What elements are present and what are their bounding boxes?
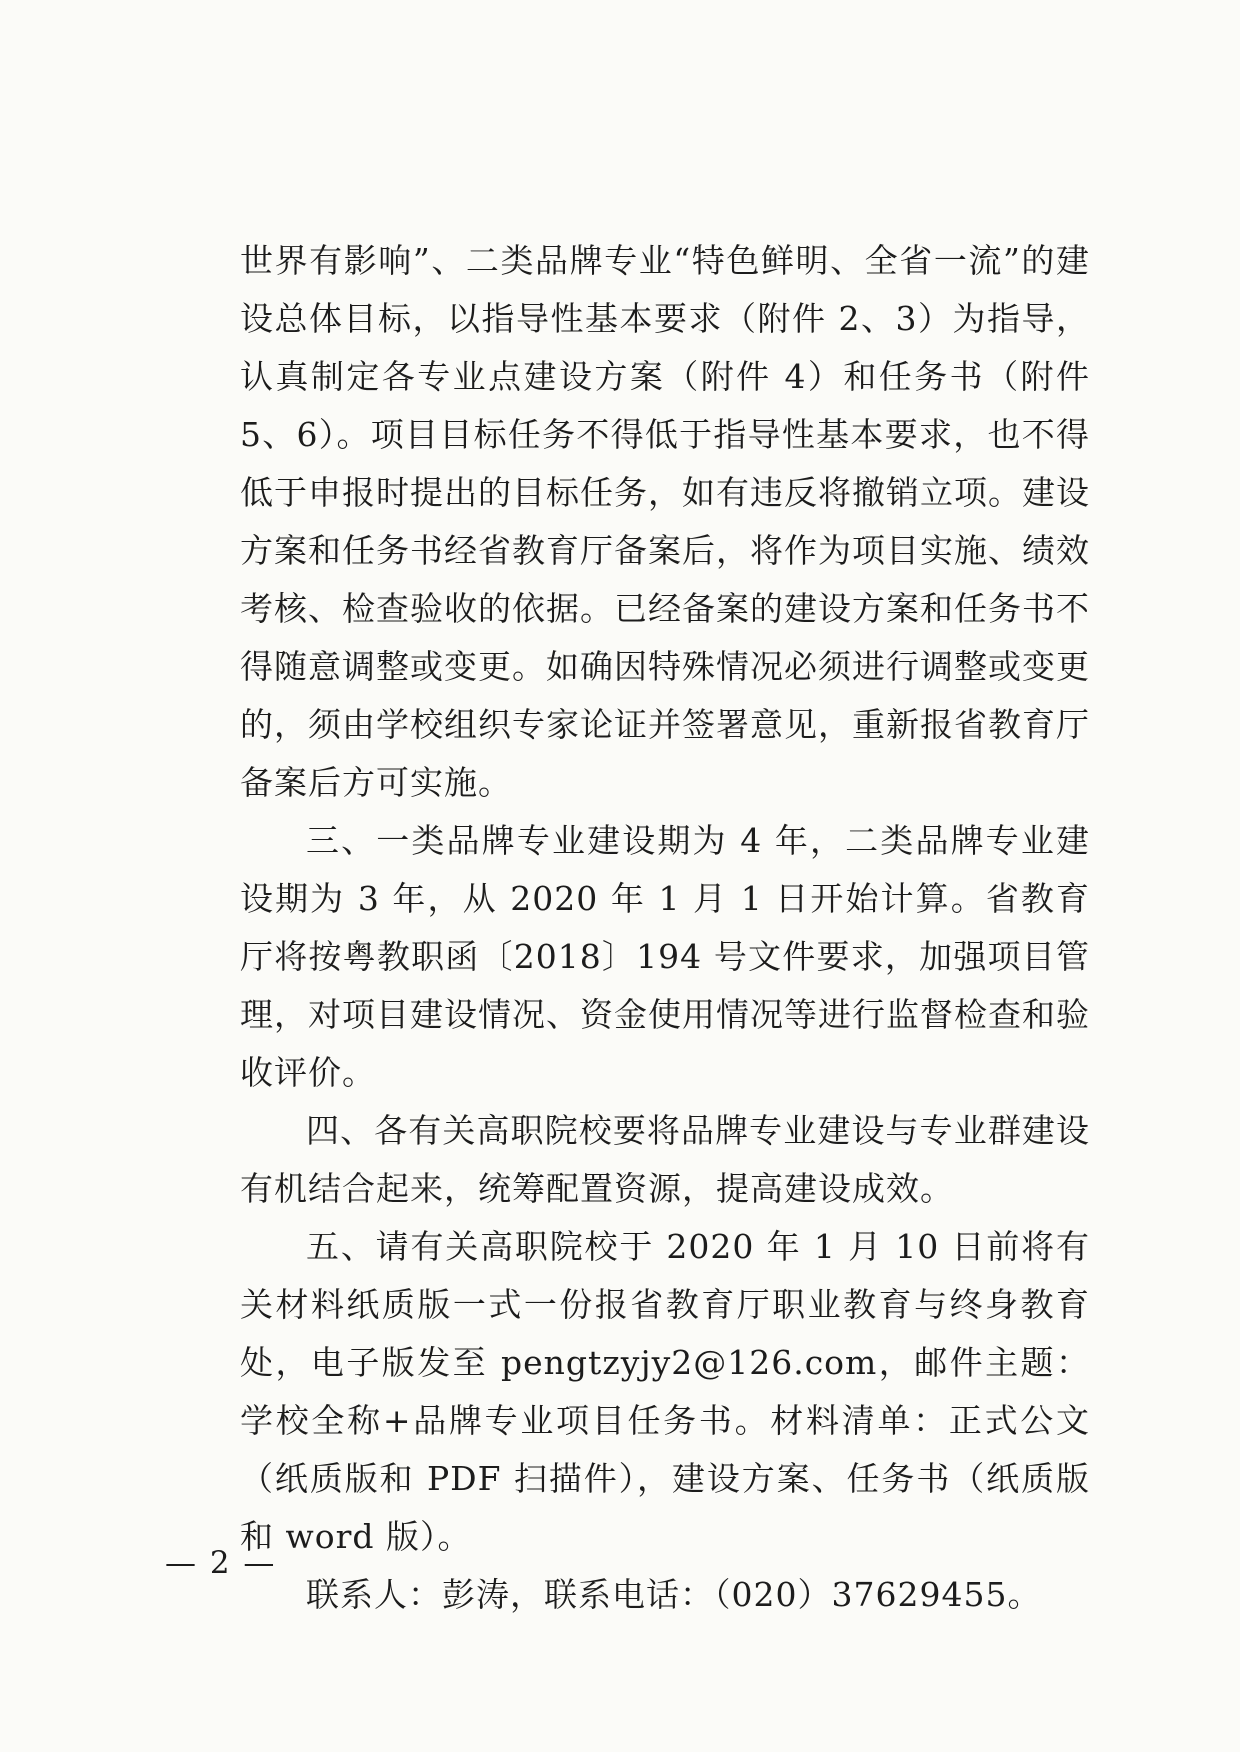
paragraph-contact: 联系人：彭涛，联系电话：（020）37629455。 [306, 1575, 1042, 1614]
paragraph-continuation: 世界有影响”、二类品牌专业“特色鲜明、全省一流”的建设总体目标，以指导性基本要求（附件 2、3）为指导，认真制定各专业点建设方案（附件 4）和任务书（附件 5、6）。项目目标任务不得低于指导性基本要求，也不得低于申报时提出的目标任务，如有违反将撤销立项。建设方案和任务书经省教育厅备案后，将作为项目实施、绩效考核、检查验收的依据。已经备案的建设方案和任务书不得随意调整或变更。如确因特殊情况必须进行调整或变更的，须由学校组织专家论证并签署意见，重新报省教育厅备案后方可实施。 [240, 241, 1090, 802]
paragraph-item-3: 三、一类品牌专业建设期为 4 年，二类品牌专业建设期为 3 年，从 2020 年 1 月 1 日开始计算。省教育厅将按粤教职函〔2018〕194 号文件要求，加强项目管理，对项目建设情况、资金使用情况等进行监督检查和验收评价。 [240, 821, 1090, 1092]
document-body [240, 232, 1090, 1624]
page-number: — 2 — [165, 1545, 277, 1581]
paragraph-item-5: 五、请有关高职院校于 2020 年 1 月 10 日前将有关材料纸质版一式一份报省教育厅职业教育与终身教育处，电子版发至 pengtzyjy2@126.com，邮件主题：学校全称+品牌专业项目任务书。材料清单：正式公文（纸质版和 PDF 扫描件），建设方案、任务书（纸质版和 word 版）。 [240, 1227, 1090, 1556]
paragraph-item-4: 四、各有关高职院校要将品牌专业建设与专业群建设有机结合起来，统筹配置资源，提高建设成效。 [240, 1111, 1090, 1208]
